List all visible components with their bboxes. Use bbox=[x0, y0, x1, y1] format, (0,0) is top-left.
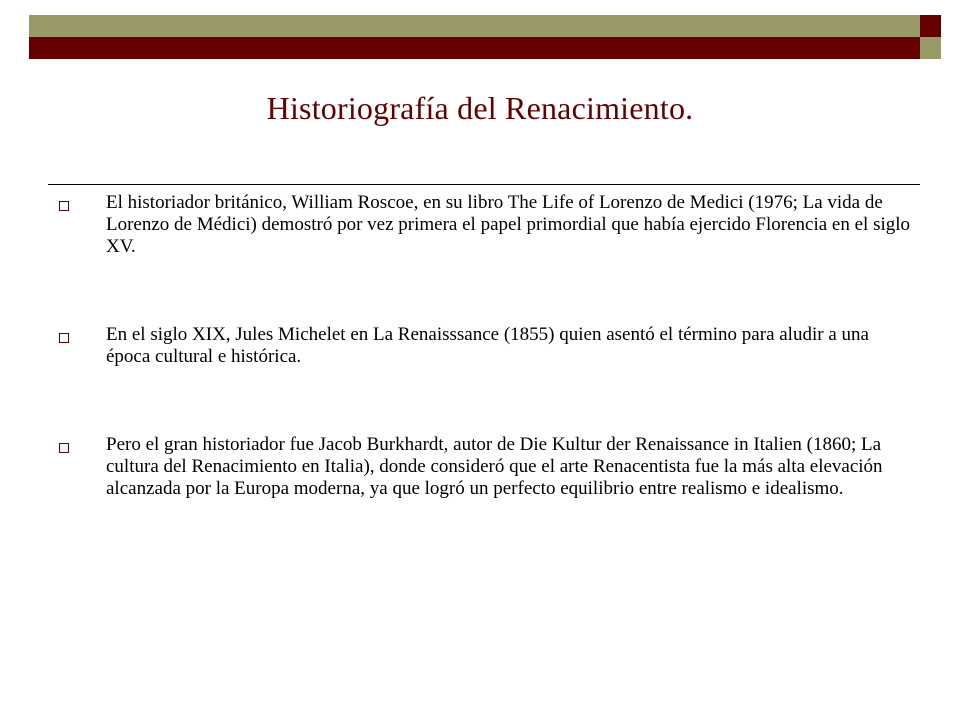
bullet-item bbox=[56, 434, 912, 500]
square-bullet-icon bbox=[59, 443, 69, 453]
slide-title: Historiografía del Renacimiento. bbox=[266, 90, 694, 126]
bullet-text: Pero el gran historiador fue Jacob Burkhardt, autor de Die Kultur der Renaissance in Italien (1860; La cultura del Renacimiento en Italia), donde consideró que el arte Renacentista fue la más alta elevación alcanzada por la Europa moderna, ya que logró un perfecto equilibrio entre realismo e idealismo. bbox=[106, 434, 883, 499]
bullet-text: En el siglo XIX, Jules Michelet en La Renaisssance (1855) quien asentó el término para aludir a una época cultural e histórica. bbox=[106, 324, 869, 367]
bullet-item bbox=[56, 324, 912, 368]
bullet-list bbox=[56, 192, 912, 500]
square-bullet-icon bbox=[59, 201, 69, 211]
header-band-maroon bbox=[29, 37, 920, 59]
header-band-olive bbox=[29, 15, 920, 37]
bullet-text: El historiador británico, William Roscoe, en su libro The Life of Lorenzo de Medici (1976; La vida de Lorenzo de Médici) demostró por vez primera el papel primordial que había ejercido Florencia en el siglo XV. bbox=[106, 192, 911, 257]
header-corner-square-olive bbox=[920, 37, 941, 59]
square-bullet-icon bbox=[59, 333, 69, 343]
header-corner-square-maroon bbox=[920, 15, 941, 37]
bullet-item bbox=[56, 192, 912, 258]
title-divider bbox=[48, 184, 920, 185]
